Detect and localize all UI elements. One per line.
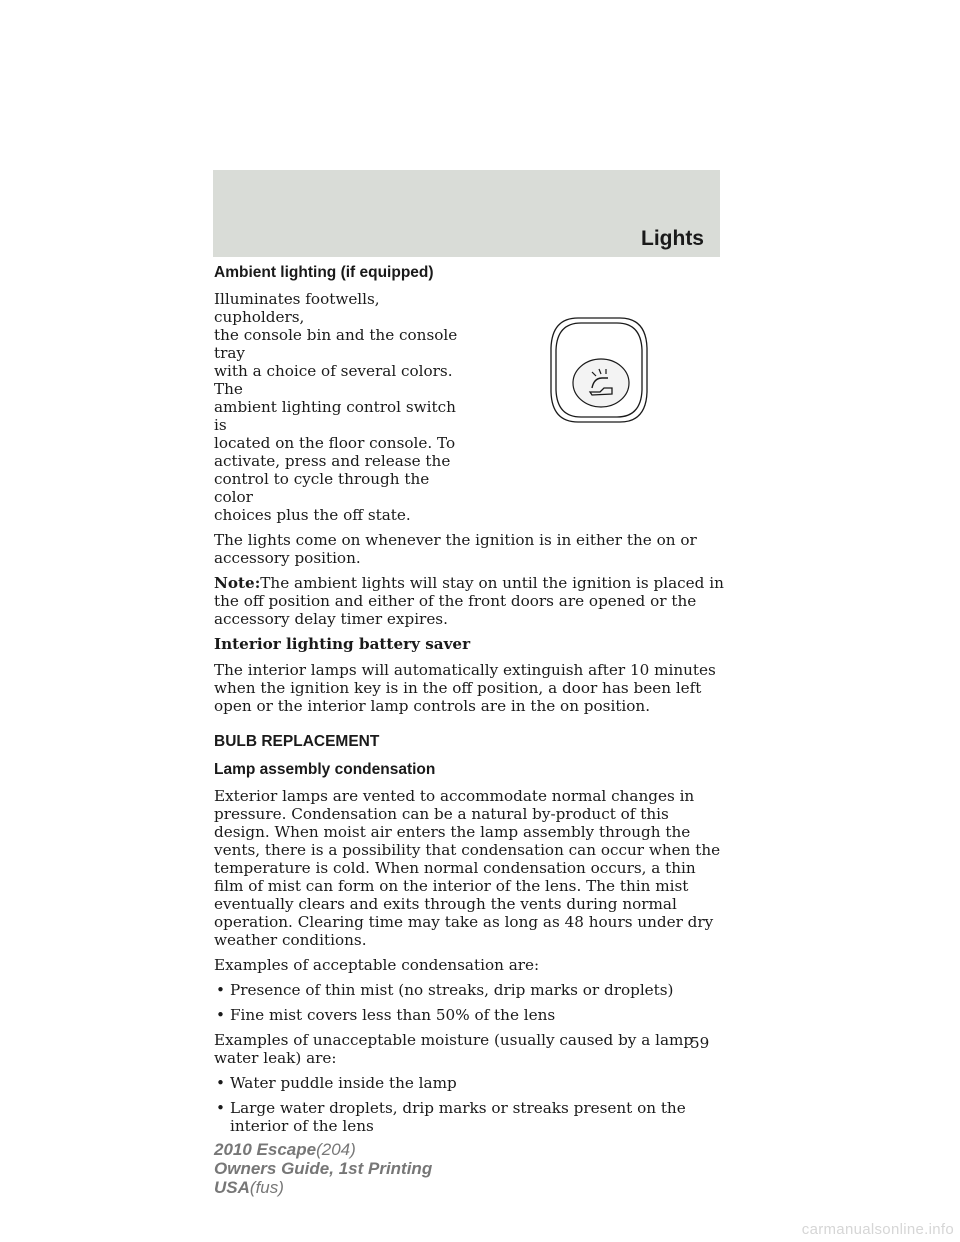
ambient-line-6: activate, press and release the (214, 452, 451, 470)
list-item-text: Water puddle inside the lamp (230, 1074, 457, 1092)
note-text: The ambient lights will stay on until the ignition is placed in the off position and either of the front doors are opened or the accessory delay timer expires. (214, 574, 724, 628)
print-footer (214, 1140, 432, 1197)
bulb-replacement-heading: BULB REPLACEMENT (214, 733, 380, 750)
list-item-text: Large water droplets, drip marks or streaks present on the interior of the lens (230, 1099, 686, 1135)
battery-saver-heading: Interior lighting battery saver (214, 635, 471, 653)
ambient-lighting-switch-icon (548, 314, 650, 426)
page-number: 59 (690, 1034, 710, 1052)
list-item-text: Presence of thin mist (no streaks, drip marks or droplets) (230, 981, 674, 999)
ambient-line-7: control to cycle through the color (214, 470, 430, 506)
watermark: carmanualsonline.info (801, 1221, 954, 1238)
note-label: Note: (214, 574, 261, 592)
ambient-line-2: the console bin and the console tray (214, 326, 458, 362)
ambient-line-4: ambient lighting control switch is (214, 398, 456, 434)
ambient-intro-block (214, 290, 724, 524)
bullet-icon: • (216, 1074, 225, 1092)
footer-line-3 (214, 1178, 432, 1197)
ambient-ignition-paragraph: The lights come on whenever the ignition is in either the on or accessory position. (214, 531, 697, 567)
list-item-text: Fine mist covers less than 50% of the lens (230, 1006, 556, 1024)
acceptable-intro: Examples of acceptable condensation are: (214, 956, 540, 974)
chapter-header-band (213, 170, 720, 257)
battery-saver-paragraph: The interior lamps will automatically extinguish after 10 minutes when the ignition key is in the off position, a door has been left open or the interior lamp controls are in the on position. (214, 661, 716, 715)
ambient-line-1: Illuminates footwells, cupholders, (214, 290, 380, 326)
page-content (214, 264, 724, 1142)
list-item (214, 981, 724, 999)
acceptable-list (214, 981, 724, 1024)
ambient-line-3: with a choice of several colors. The (214, 362, 453, 398)
footer-model: 2010 Escape (214, 1140, 317, 1159)
bullet-icon: • (216, 1006, 225, 1024)
chapter-title: Lights (641, 227, 704, 250)
list-item (214, 1074, 724, 1092)
unacceptable-list (214, 1074, 724, 1135)
list-item (214, 1006, 724, 1024)
footer-line-2: Owners Guide, 1st Printing (214, 1159, 433, 1178)
ambient-intro-paragraph (214, 290, 464, 524)
bullet-icon: • (216, 1099, 225, 1117)
footer-region: USA (214, 1178, 250, 1197)
footer-model-code: (204) (316, 1140, 356, 1159)
footer-line-1 (214, 1140, 432, 1159)
footer-region-code: (fus) (249, 1178, 284, 1197)
ambient-line-8: choices plus the off state. (214, 506, 411, 524)
bullet-icon: • (216, 981, 225, 999)
list-item (214, 1099, 724, 1135)
ambient-line-5: located on the floor console. To (214, 434, 456, 452)
condensation-paragraph: Exterior lamps are vented to accommodate normal changes in pressure. Condensation can be a natural by-product of this design. When moist air enters the lamp assembly through the vents, there is a possibility that condensation can occur when the temperature is cold. When normal condensation occurs, a thin film of mist can form on the interior of the lens. The thin mist eventually clears and exits through the vents during normal operation. Clearing time may take as long as 48 hours under dry weather conditions. (214, 787, 721, 949)
condensation-heading: Lamp assembly condensation (214, 761, 436, 778)
ambient-note-paragraph (214, 574, 724, 628)
unacceptable-intro: Examples of unacceptable moisture (usually caused by a lamp water leak) are: (214, 1031, 694, 1067)
ambient-lighting-heading: Ambient lighting (if equipped) (214, 264, 434, 281)
